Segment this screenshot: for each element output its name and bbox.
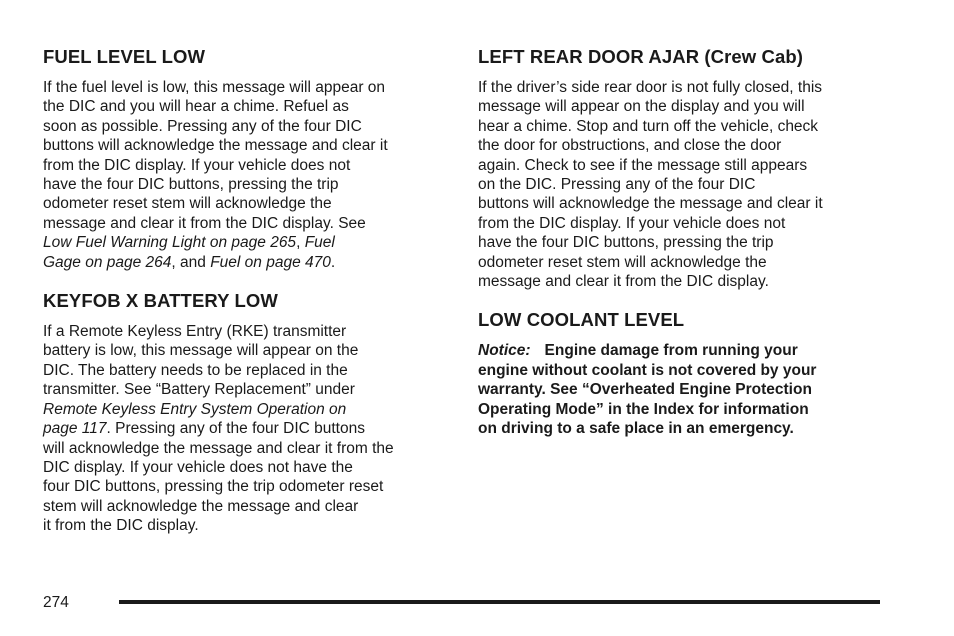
fuel-level-low-paragraph (43, 78, 453, 272)
left-rear-door-ajar-heading: LEFT REAR DOOR AJAR (Crew Cab) (478, 46, 804, 67)
text-line: odometer reset stem will acknowledge the (43, 195, 332, 213)
low-fuel-warning-light-reference: Low Fuel Warning Light on page 265 (43, 234, 297, 252)
text-line: DIC. The battery needs to be replaced in the (43, 361, 348, 379)
after-reference-text: . Pressing any of the four DIC buttons (106, 420, 365, 438)
fuel-level-low-heading: FUEL LEVEL LOW (43, 46, 206, 67)
fuel-gage-reference-start: Fuel (304, 234, 335, 252)
text-line (478, 341, 888, 360)
keyfob-battery-low-paragraph (43, 322, 453, 535)
period: . (330, 253, 336, 271)
text-line (43, 419, 453, 438)
fuel-page-reference: Fuel on page 470 (210, 253, 331, 271)
notice-text-line: on driving to a safe place in an emergency. (478, 420, 794, 438)
text-line: four DIC buttons, pressing the trip odometer reset (43, 478, 384, 496)
page-number: 274 (43, 594, 69, 611)
text-line: soon as possible. Pressing any of the four DIC (43, 117, 362, 135)
rke-reference-start: Remote Keyless Entry System Operation on (43, 400, 347, 418)
text-line: If the fuel level is low, this message will appear on (43, 79, 386, 96)
text-line: from the DIC display. If your vehicle does not (43, 156, 351, 174)
text-line: will acknowledge the message and clear it from the (43, 439, 394, 457)
fuel-gage-reference-end: Gage on page 264 (43, 253, 172, 271)
keyfob-battery-low-section (43, 290, 453, 535)
right-column (478, 46, 888, 457)
text-line: on the DIC. Pressing any of the four DIC (478, 176, 756, 194)
left-rear-door-ajar-paragraph (478, 78, 888, 291)
text-line: transmitter. See “Battery Replacement” under (43, 381, 355, 399)
low-coolant-level-section (478, 309, 888, 438)
text-line: battery is low, this message will appear on the (43, 342, 359, 360)
text-line: from the DIC display. If your vehicle does not (478, 214, 786, 232)
text-line: message and clear it from the DIC display. (478, 273, 769, 291)
text-line: buttons will acknowledge the message and clear it (478, 195, 823, 213)
and-text: , and (171, 253, 211, 271)
comma: , (296, 234, 301, 252)
text-line: the door for obstructions, and close the door (478, 137, 782, 155)
rke-reference-end: page 117 (43, 420, 107, 438)
text-line: hear a chime. Stop and turn off the vehicle, check (478, 117, 819, 135)
notice-text-line: Operating Mode” in the Index for information (478, 400, 809, 418)
notice-text-line: engine without coolant is not covered by your (478, 361, 817, 379)
notice-text-line: warranty. See “Overheated Engine Protection (478, 381, 812, 399)
text-line: If the driver’s side rear door is not fully closed, this (478, 79, 823, 96)
text-line (43, 253, 453, 272)
text-line (43, 233, 453, 252)
text-line: stem will acknowledge the message and clear (43, 497, 359, 515)
notice-label: Notice: (478, 342, 531, 360)
text-line: have the four DIC buttons, pressing the trip (478, 234, 774, 252)
text-line: buttons will acknowledge the message and clear it (43, 137, 388, 155)
text-line: odometer reset stem will acknowledge the (478, 253, 767, 271)
text-line: If a Remote Keyless Entry (RKE) transmitter (43, 323, 347, 341)
text-line: the DIC and you will hear a chime. Refuel as (43, 98, 349, 116)
text-line: it from the DIC display. (43, 517, 199, 535)
fuel-level-low-section (43, 46, 453, 272)
text-line: DIC display. If your vehicle does not have the (43, 458, 353, 476)
notice-text-first: Engine damage from running your (544, 342, 798, 360)
low-coolant-level-heading: LOW COOLANT LEVEL (478, 309, 685, 331)
notice-paragraph (478, 341, 888, 438)
text-line: message and clear it from the DIC display. See (43, 214, 366, 232)
footer-rule (119, 600, 880, 604)
left-rear-door-ajar-section (478, 46, 888, 291)
keyfob-battery-low-heading: KEYFOB X BATTERY LOW (43, 290, 278, 312)
text-line: have the four DIC buttons, pressing the trip (43, 176, 339, 194)
text-line: again. Check to see if the message still appears (478, 156, 808, 174)
text-line: message will appear on the display and you will (478, 98, 805, 116)
left-column (43, 46, 453, 554)
